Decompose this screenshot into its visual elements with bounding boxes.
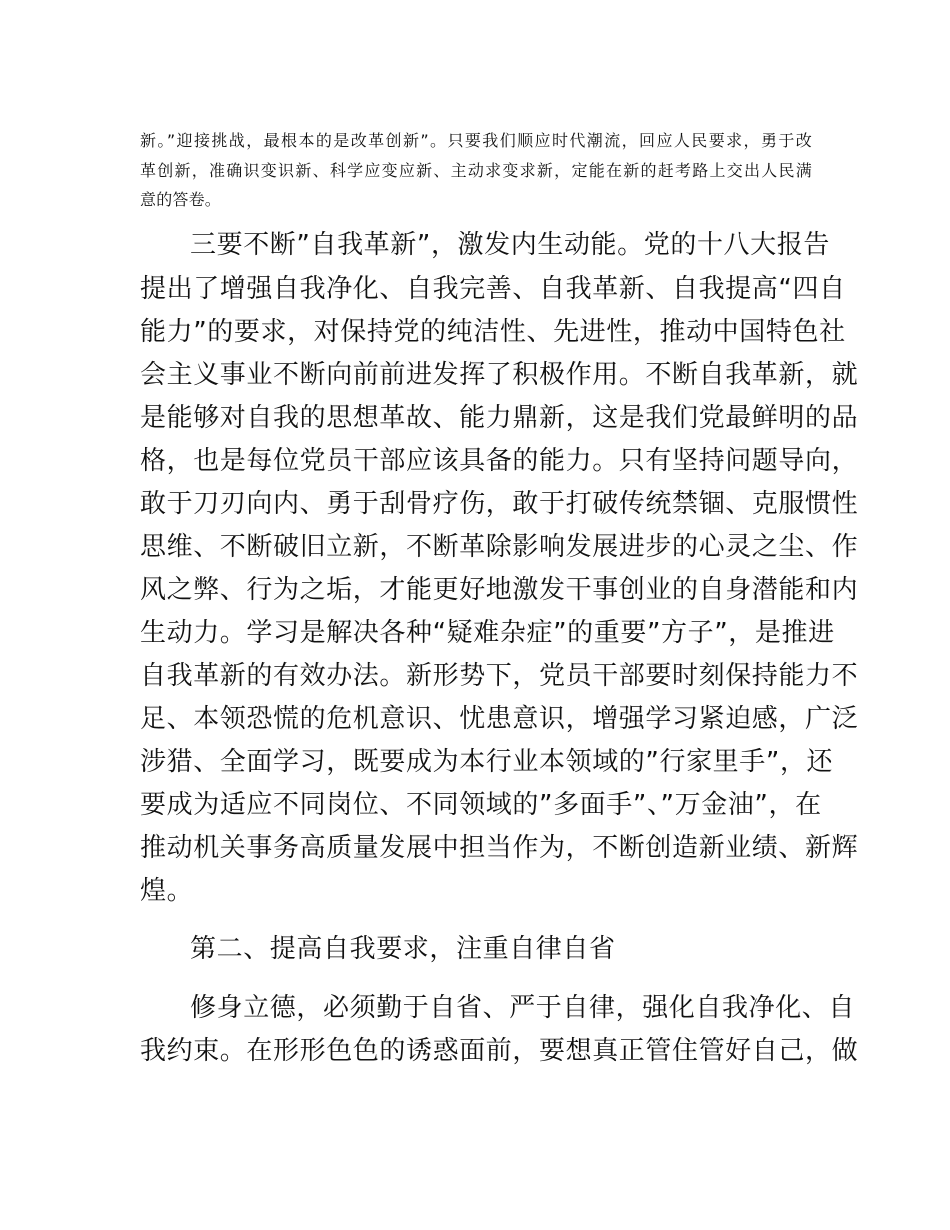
para1-line-3: 能力”的要求，对保持党的纯洁性、先进性，推动中国特色社 — [140, 317, 846, 347]
para1-line-7: 敢于刀刃向内、勇于刮骨疗伤，敢于打破传统禁锢、克服惯性 — [140, 489, 859, 519]
para1-line-1: 三要不断”自我革新”，激发内生动能。党的十八大报告 — [190, 230, 830, 260]
para1-line-12: 足、本领恐慌的危机意识、忧患意识，增强学习紧迫感，广泛 — [140, 704, 859, 734]
intro-line-3: 意的答卷。 — [140, 190, 222, 209]
para1-line-4: 会主义事业不断向前前进发挥了积极作用。不断自我革新，就 — [140, 360, 859, 390]
para1-line-8: 思维、不断破旧立新，不断革除影响发展进步的心灵之尘、作 — [140, 532, 859, 562]
para1-line-14: 要成为适应不同岗位、不同领域的”多面手”、”万金油”，在 — [140, 790, 822, 820]
para1-line-15: 推动机关事务高质量发展中担当作为，不断创造新业绩、新辉 — [140, 833, 859, 863]
para1-line-11: 自我革新的有效办法。新形势下，党员干部要时刻保持能力不 — [140, 661, 859, 691]
para1-line-10: 生动力。学习是解决各种“疑难杂症”的重要”方子”，是推进 — [140, 618, 835, 648]
para1-line-9: 风之弊、行为之垢，才能更好地激发干事创业的自身潜能和内 — [140, 575, 859, 605]
para1-line-13: 涉猎、全面学习，既要成为本行业本领域的”行家里手”，还 — [140, 747, 834, 777]
para1-line-6: 格，也是每位党员干部应该具备的能力。只有坚持问题导向， — [140, 446, 859, 476]
intro-line-1: 新。”迎接挑战，最根本的是改革创新”。只要我们顺应时代潮流，回应人民要求，勇于改 — [140, 131, 812, 150]
para2-line-1: 修身立德，必须勤于自省、严于自律，强化自我净化、自 — [190, 993, 856, 1023]
para1-line-5: 是能够对自我的思想革故、能力鼎新，这是我们党最鲜明的品 — [140, 403, 859, 433]
section-heading: 第二、提高自我要求，注重自律自省 — [190, 934, 616, 964]
intro-line-2: 革创新，准确识变识新、科学应变应新、主动求变求新，定能在新的赶考路上交出人民满 — [140, 161, 812, 180]
para1-line-2: 提出了增强自我净化、自我完善、自我革新、自我提高“四自 — [140, 274, 846, 304]
para1-line-16: 煌。 — [140, 876, 194, 906]
para2-line-2: 我约束。在形形色色的诱惑面前，要想真正管住管好自己，做 — [140, 1036, 859, 1066]
